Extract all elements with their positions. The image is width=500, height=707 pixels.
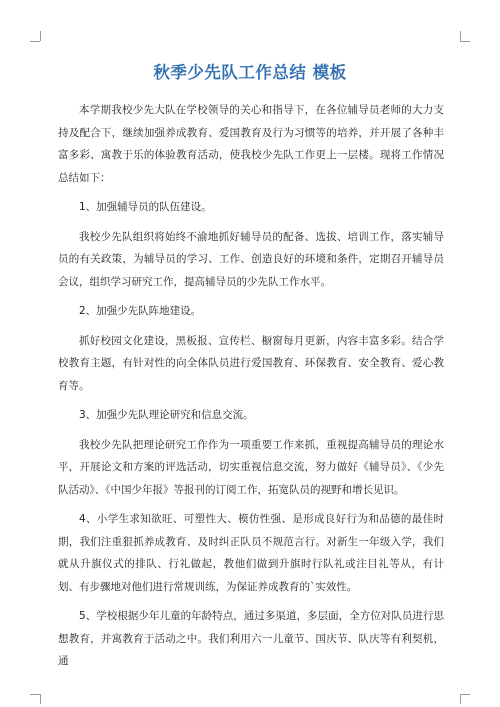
crop-mark-bottom-right-v	[460, 694, 461, 704]
section-heading-3: 3、加强少先队理论研究和信息交流。	[79, 409, 254, 421]
crop-mark-top-right-v	[460, 31, 461, 41]
crop-mark-top-left-h	[30, 41, 40, 42]
document-title: 秋季少先队工作总结 模板	[153, 63, 347, 82]
section-heading-2: 2、加强少先队阵地建设。	[79, 305, 202, 317]
section-heading-1: 1、加强辅导员的队伍建设。	[79, 201, 212, 213]
crop-mark-bottom-left-v	[40, 694, 41, 704]
section-paragraph-1: 我校少先队组织将始终不渝地抓好辅导员的配备、选拔、培训工作，落实辅导员的有关政策，为辅导员的学习、工作、创造良好的环境和条件，定期召开辅导员会议，组织学习研究工作，提高辅导员的少先队工作水平。	[58, 230, 444, 288]
crop-mark-bottom-left-h	[30, 694, 40, 695]
crop-mark-bottom-right-h	[460, 694, 470, 695]
document-body	[58, 99, 444, 680]
section-paragraph-3: 我校少先队把理论研究工作作为一项重要工作来抓，重视提高辅导员的理论水平，开展论文和方案的评选活动，切实重视信息交流，努力做好《辅导员》、《少先队活动》、《中国少年报》等报刊的订阅工作，拓宽队员的视野和增长见识。	[58, 438, 444, 496]
section-paragraph-4: 4、小学生求知欲旺、可塑性大、模仿性强、是形成良好行为和品德的最佳时期，我们注重狠抓养成教育、及时纠正队员不规范言行。对新生一年级入学，我们就从升旗仪式的排队、行礼做起，教他们做到升旗时行队礼或注目礼等从，有计划、有步骤地对他们进行常规训练，为保证养成教育的`实效性。	[58, 513, 444, 593]
intro-paragraph: 本学期我校少先大队在学校领导的关心和指导下，在各位辅导员老师的大力支持及配合下，继续加强养成教育、爱国教育及行为习惯等的培养，并开展了各种丰富多彩、寓教于乐的体验教育活动，使我校少先队工作更上一层楼。现将工作情况总结如下：	[58, 104, 444, 184]
section-paragraph-5: 5、学校根据少年儿童的年龄特点，通过多渠道，多层面，全方位对队员进行思想教育，并寓教育于活动之中。我们利用六一儿童节、国庆节、队庆等有利契机，通	[58, 610, 444, 667]
crop-mark-top-right-h	[460, 41, 470, 42]
crop-mark-top-left-v	[40, 31, 41, 41]
section-paragraph-2: 抓好校园文化建设，黑板报、宣传栏、橱窗每月更新，内容丰富多彩。结合学校教育主题，有针对性的向全体队员进行爱国教育、环保教育、安全教育、爱心教育等。	[58, 334, 444, 392]
